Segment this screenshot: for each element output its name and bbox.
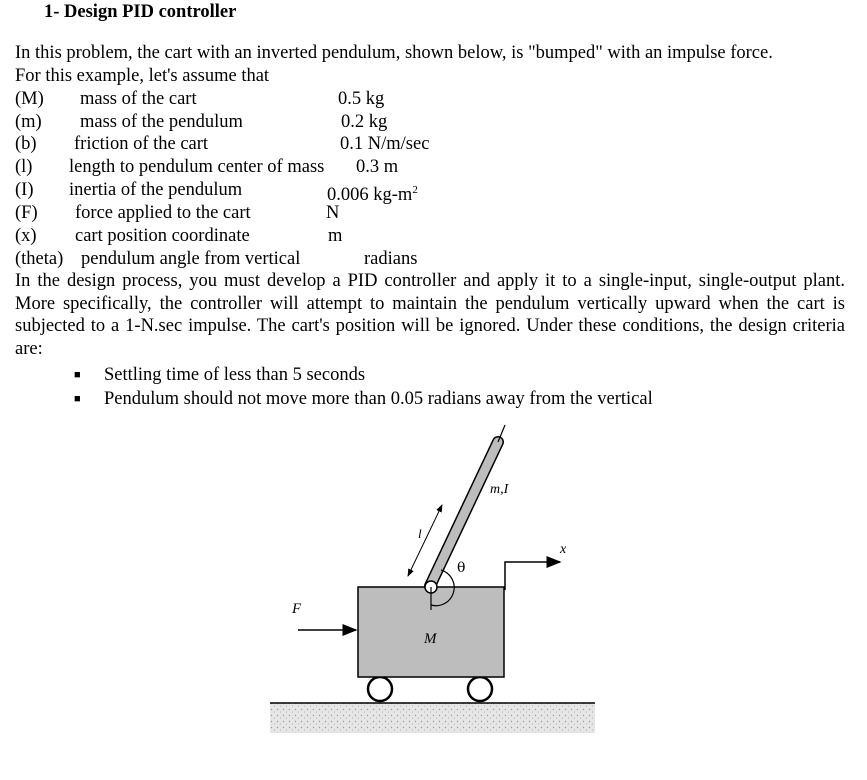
position-arrow — [505, 562, 560, 590]
param-symbol: (theta) — [15, 249, 64, 269]
criterion-settling-time: Settling time of less than 5 seconds — [104, 365, 366, 385]
param-description: length to pendulum center of mass — [69, 157, 325, 177]
bullet-marker: ■ — [74, 393, 81, 405]
param-value: radians — [364, 249, 418, 269]
param-value: N — [326, 203, 340, 223]
param-description: friction of the cart — [74, 134, 209, 154]
param-description: cart position coordinate — [75, 226, 250, 246]
param-symbol: (I) — [15, 180, 34, 200]
param-description: inertia of the pendulum — [69, 180, 243, 200]
param-value-text: 0.006 kg-m — [327, 185, 413, 206]
ground-hatch — [270, 703, 595, 733]
param-symbol: (M) — [15, 89, 44, 109]
param-value: 0.3 m — [356, 157, 399, 177]
param-description: mass of the cart — [80, 89, 197, 109]
param-value: m — [328, 226, 343, 246]
criterion-angle-limit: Pendulum should not move more than 0.05 radians away from the vertical — [104, 389, 653, 409]
param-value: 0.5 kg — [338, 89, 385, 109]
param-description: pendulum angle from vertical — [81, 249, 301, 269]
design-paragraph: In the design process, you must develop a PID controller and apply it to a single-input, single-output plant. More specifically, the controller will attempt to maintain the pendulum vertically upward when the cart is subjected to a 1-N.sec impulse. The cart's position will be ignored. Under these conditions, the design criteria are: — [15, 271, 845, 359]
intro-line-1: In this problem, the cart with an inverted pendulum, shown below, is "bumped" with an impulse force. — [15, 43, 773, 63]
param-symbol: (F) — [15, 203, 38, 223]
param-symbol: (b) — [15, 134, 37, 154]
param-description: mass of the pendulum — [80, 112, 243, 132]
right-wheel — [468, 677, 492, 701]
cart-mass-label: M — [424, 631, 437, 647]
problem-heading: 1- Design PID controller — [44, 2, 237, 22]
bullet-marker: ■ — [74, 369, 81, 381]
force-label: F — [292, 601, 302, 617]
pendulum-mass-label: m,I — [490, 482, 509, 497]
param-symbol: (m) — [15, 112, 42, 132]
param-value: 0.2 kg — [341, 112, 388, 132]
param-value: 0.1 N/m/sec — [340, 134, 430, 154]
intro-line-2: For this example, let's assume that — [15, 66, 270, 86]
left-wheel — [368, 677, 392, 701]
position-label: x — [560, 542, 567, 557]
param-description: force applied to the cart — [75, 203, 251, 223]
length-label: l — [418, 526, 422, 541]
theta-label: θ — [457, 560, 466, 576]
param-symbol: (x) — [15, 226, 37, 246]
param-value-superscript: 2 — [412, 184, 418, 196]
param-symbol: (l) — [15, 157, 33, 177]
